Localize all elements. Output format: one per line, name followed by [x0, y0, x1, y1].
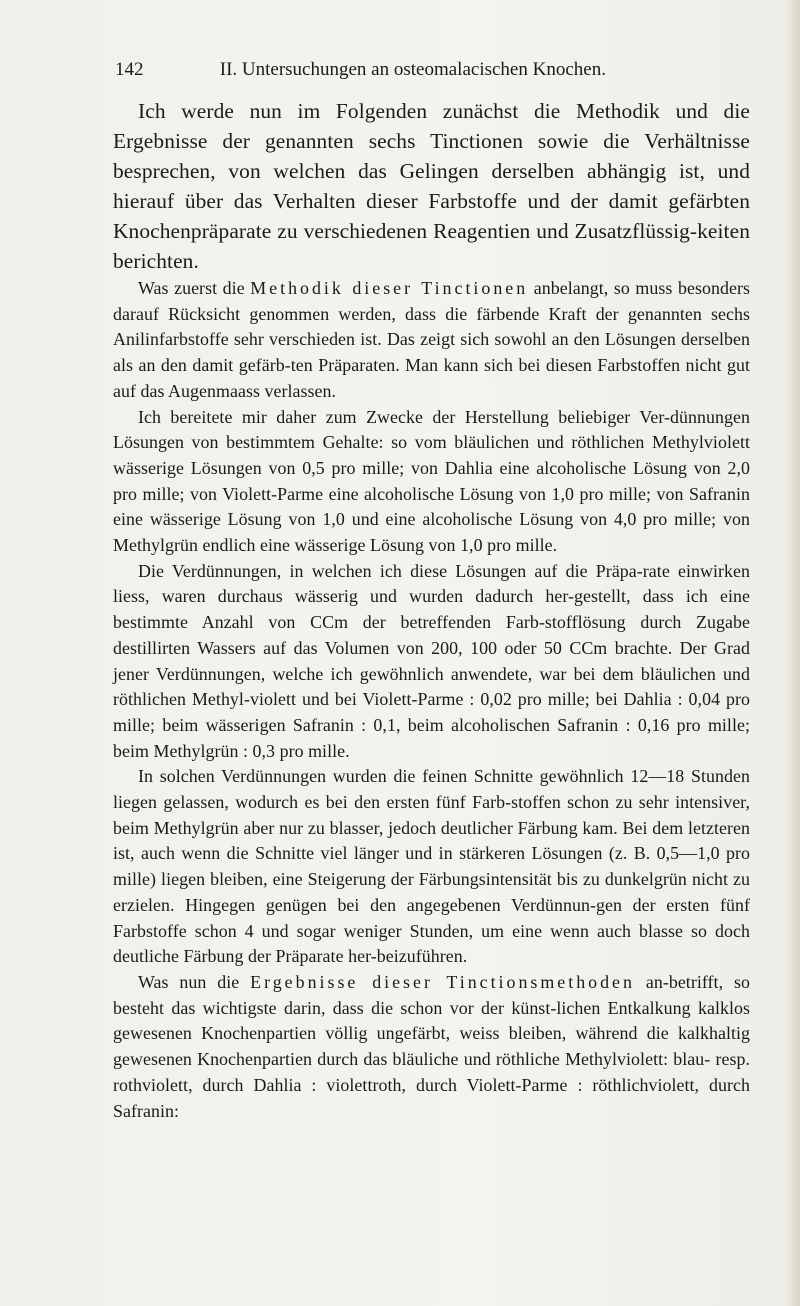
page-edge-shadow: [784, 0, 800, 1306]
paragraph-2-lead: Was zuerst die: [138, 278, 251, 298]
page-number: 142: [115, 59, 144, 80]
body-text: [113, 96, 750, 1124]
running-title: II. Untersuchungen an osteomalacischen Knochen.: [219, 59, 606, 80]
paragraph-3: Ich bereitete mir daher zum Zwecke der Herstellung beliebiger Ver-dünnungen Lösungen von bestimmtem Gehalte: so vom bläulichen und röthlichen Methylviolett wässerige Lösungen von 0,5 pro mille; von Dahlia eine alcoholische Lösung von 2,0 pro mille; von Violett-Parme eine alcoholische Lösung von 1,0 pro mille; von Safranin eine wässerige Lösung von 1,0 und eine alcoholische Lösung von 4,0 pro mille; von Methylgrün endlich eine wässerige Lösung von 1,0 pro mille.: [113, 406, 750, 556]
paragraph-2-rest: anbelangt, so muss besonders darauf Rücksicht genommen werden, dass die färbende Kraft der genannten sechs Anilinfarbstoffe sehr verschieden ist. Das zeigt sich sowohl an den Lösungen derselben als an den damit gefärb-ten Präparaten. Man kann sich bei diesen Farbstoffen nicht gut auf das Augenmaass verlassen.: [113, 278, 750, 401]
paragraph-6-spaced-emphasis: Ergebnisse dieser Tinctionsmethoden: [250, 971, 635, 992]
paragraph-4: Die Verdünnungen, in welchen ich diese Lösungen auf die Präpa-rate einwirken liess, waren durchaus wässerig und wurden dadurch her-gestellt, dass ich eine bestimmte Anzahl von CCm der betreffenden Farb-stofflösung durch Zugabe destillirten Wassers auf das Volumen von 200, 100 oder 50 CCm brachte. Der Grad jener Verdünnungen, welche ich gewöhnlich anwendete, war bei dem bläulichen und röthlichen Methyl-violett und bei Violett-Parme : 0,02 pro mille; bei Dahlia : 0,04 pro mille; beim wässerigen Safranin : 0,1, beim alcoholischen Safranin : 0,16 pro mille; beim Methylgrün : 0,3 pro mille.: [113, 560, 750, 761]
running-header: [115, 58, 735, 82]
paragraph-6-lead: Was nun die: [138, 971, 251, 992]
paragraph-1: Ich werde nun im Folgenden zunächst die Methodik und die Ergebnisse der genannten sechs Tinctionen sowie die Verhältnisse besprechen, von welchen das Gelingen derselben abhängig ist, und hierauf über das Verhalten dieser Farbstoffe und der damit gefärbten Knochenpräparate zu verschiedenen Reagentien und Zusatzflüssig-keiten berichten.: [113, 99, 750, 273]
paragraph-2-spaced-emphasis: Methodik dieser Tinctionen: [250, 278, 529, 298]
paragraph-6: [113, 970, 750, 1124]
paragraph-6-rest: an-betrifft, so besteht das wichtigste darin, dass die schon vor der künst-lichen Entkalkung kalklos gewesenen Knochenpartien völlig ungefärbt, weiss bleiben, während die kalkhaltig gewesenen Knochenpartien durch das bläuliche und röthliche Methylviolett: blau- resp. rothviolett, durch Dahlia : violettroth, durch Violett-Parme : röthlichviolett, durch Safranin:: [113, 971, 750, 1121]
paragraph-5: In solchen Verdünnungen wurden die feinen Schnitte gewöhnlich 12—18 Stunden liegen gelassen, wodurch es bei den ersten fünf Farb-stoffen schon zu sehr intensiver, beim Methylgrün aber nur zu blasser, jedoch deutlicher Färbung kam. Bei dem letzteren ist, auch wenn die Schnitte viel länger und in stärkeren Lösungen (z. B. 0,5—1,0 pro mille) liegen bleiben, eine Steigerung der Färbungsintensität bis zu dunkelgrün nicht zu erzielen. Hingegen genügen bei den angegebenen Verdünnun-gen der ersten fünf Farbstoffe schon 4 und sogar weniger Stunden, um eine wenn auch blasse so doch deutliche Färbung der Präparate her-beizuführen.: [113, 766, 750, 967]
paragraph-2: [113, 276, 750, 405]
